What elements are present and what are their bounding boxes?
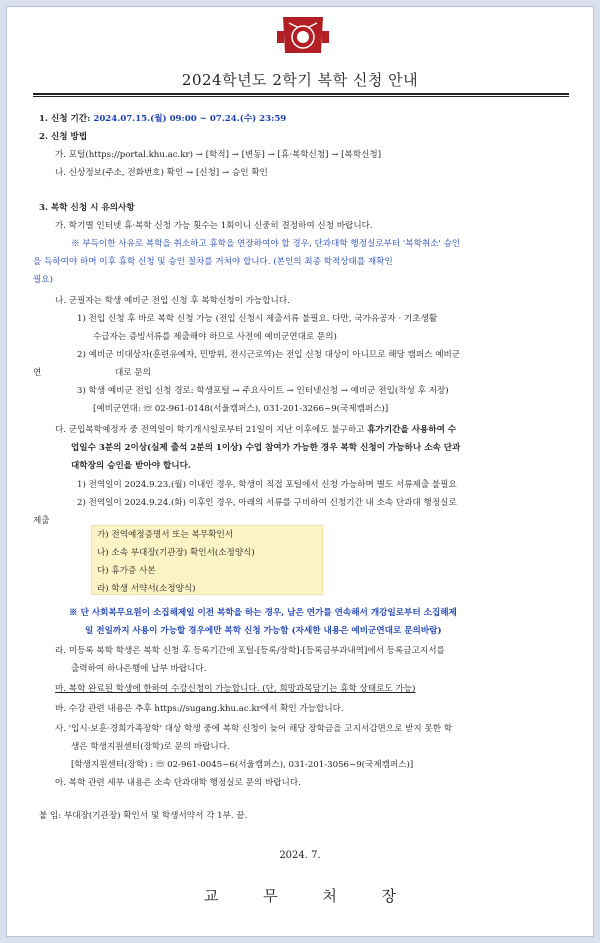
notice-item: 아. 복학 관련 세부 내용은 소속 단과대학 행정실로 문의 바랍니다. xyxy=(55,778,301,788)
notice-subitem-cont: 제출 xyxy=(33,516,50,526)
page-title: 2024학년도 2학기 복학 신청 안내 xyxy=(181,71,419,89)
notice-item-text: 다. 군입복학예정자 중 전역일이 학기개시일로부터 21일이 지난 이후에도 불구하고 xyxy=(55,425,368,435)
notice-item: 가. 학기별 인터넷 휴·복학 신청 가능 횟수는 1회이니 신중히 결정하여 신청 바랍니다. xyxy=(55,221,373,231)
notice-item-cont: 출력하여 하나은행에 납부 바랍니다. xyxy=(71,664,207,674)
method-step-na: 나. 신상정보(주소, 전화번호) 확인 → [신청] → 승인 확인 xyxy=(55,168,268,178)
period-label: 1. 신청 기간: xyxy=(39,114,91,124)
document-item: 라) 학생 서약서(소정양식) xyxy=(97,584,196,594)
notice-subitem: 1) 전역일이 2024.9.23.(월) 이내인 경우, 학생이 직접 포털에서 신청 가능하며 별도 서류제출 불필요 xyxy=(77,480,457,490)
university-seal-icon xyxy=(275,13,331,57)
notice-item-bold: 업일수 3분의 2이상(실제 출석 2분의 1이상) 수업 참여가 가능한 경우 복학 신청이 가능하나 소속 단과 xyxy=(71,443,461,453)
application-period xyxy=(39,113,286,125)
document-page xyxy=(6,6,594,937)
method-step-ga: 가. 포털(https://portal.khu.ac.kr) → [학적] → [변동] → [휴·복학신청] → [복학신청] xyxy=(55,150,382,160)
notice-item-cont: 생은 학생지원센터(장학)로 문의 바랍니다. xyxy=(71,742,230,752)
document-item: 가) 전역예정증명서 또는 복무확인서 xyxy=(97,530,234,540)
notice-item xyxy=(55,424,456,436)
notice-item: 바. 수강 관련 내용은 추후 https://sugang.khu.ac.kr에서 확인 가능합니다. xyxy=(55,704,344,714)
notice-subitem-cont: 수급자는 증빙서류를 제출해야 하므로 사전에 예비군연대로 문의) xyxy=(93,332,337,342)
signature: 교 무 처 장 xyxy=(203,887,417,905)
notice-subitem: 3) 학생 예비군 전입 신청 경로: 학생포털 → 주요사이트 → 인터넷신청 → 예비군 전입(작성 후 저장) xyxy=(77,386,449,396)
notice-note: ※ 부득이한 사유로 복학을 취소하고 휴학을 연장하여야 할 경우, 단과대학 행정실로부터 '복학취소' 승인 xyxy=(71,239,461,249)
section-heading: 3. 복학 신청 시 유의사항 xyxy=(39,203,135,213)
notice-item-bold: 휴가기간을 사용하여 수 xyxy=(367,425,457,435)
scholarship-contact: [학생지원센터(장학) : ☏ 02-961-0045~6(서울캠퍼스), 031-201-3056~9(국제캠퍼스)] xyxy=(71,760,414,770)
period-value: 2024.07.15.(월) 09:00 ~ 07.24.(수) 23:59 xyxy=(93,114,287,124)
notice-item-bold: 대학장의 승인을 받아야 합니다. xyxy=(71,461,191,471)
notice-subitem-cont: 대로 문의 xyxy=(115,368,151,378)
notice-item: 라. 미등록 복학 학생은 복학 신청 후 등록기간에 포털-[등록/장학]-[등록금부과내역]에서 등록금고지서를 xyxy=(55,646,445,656)
title-rule-thin xyxy=(33,96,569,97)
notice-subitem-cont: 연 xyxy=(33,368,42,378)
service-member-note: ※ 단 사회복무요원이 소집해제일 이전 복학을 하는 경우, 남은 연가를 연속해서 개강일로부터 소집해제 xyxy=(69,608,457,618)
notice-item: 마. 복학 완료된 학생에 한하여 수강신청이 가능합니다. (단, 희망과목담기는 휴학 상태로도 가능) xyxy=(55,684,416,694)
service-member-note: 일 전일까지 사용이 가능할 경우에만 복학 신청 가능함 (자세한 내용은 예비군연대로 문의바람) xyxy=(85,626,442,636)
reserve-contact: [예비군연대: ☏ 02-961-0148(서울캠퍼스), 031-201-3266~9(국제캠퍼스)] xyxy=(93,404,389,414)
notice-subitem: 2) 예비군 비대상자(훈련유예자, 민방위, 전시근로역)는 전입 신청 대상이 아니므로 해당 캠퍼스 예비군 xyxy=(77,350,461,360)
document-item: 나) 소속 부대장(기관장) 확인서(소정양식) xyxy=(97,548,255,558)
notice-note: 을 득하여야 하며 이후 휴학 신청 및 승인 절차를 거쳐야 합니다. (본인의 최종 학적상태를 재확인 xyxy=(33,257,393,267)
notice-item: 나. 군필자는 학생 예비군 전입 신청 후 복학신청이 가능합니다. xyxy=(55,296,290,306)
section-heading: 2. 신청 방법 xyxy=(39,132,88,142)
notice-note: 필요) xyxy=(33,275,53,285)
document-item: 다) 휴가증 사본 xyxy=(97,566,156,576)
attachment-line: 붙 임: 부대장(기관장) 확인서 및 학생서약서 각 1부. 끝. xyxy=(39,811,248,821)
document-date: 2024. 7. xyxy=(279,850,321,861)
notice-subitem: 2) 전역일이 2024.9.24.(화) 이후인 경우, 아래의 서류를 구비하여 신청기간 내 소속 단과대 행정실로 xyxy=(77,498,457,508)
title-rule xyxy=(33,93,569,95)
notice-item: 사. '입시·보훈·경희가족장학' 대상 학생 중에 복학 신청이 늦어 해당 장학금을 고지서감면으로 받지 못한 학 xyxy=(55,724,453,734)
notice-subitem: 1) 전입 신청 후 바로 복학 신청 가능 (전입 신청시 제출서류 불필요. 다만, 국가유공자 · 기초생활 xyxy=(77,314,438,324)
